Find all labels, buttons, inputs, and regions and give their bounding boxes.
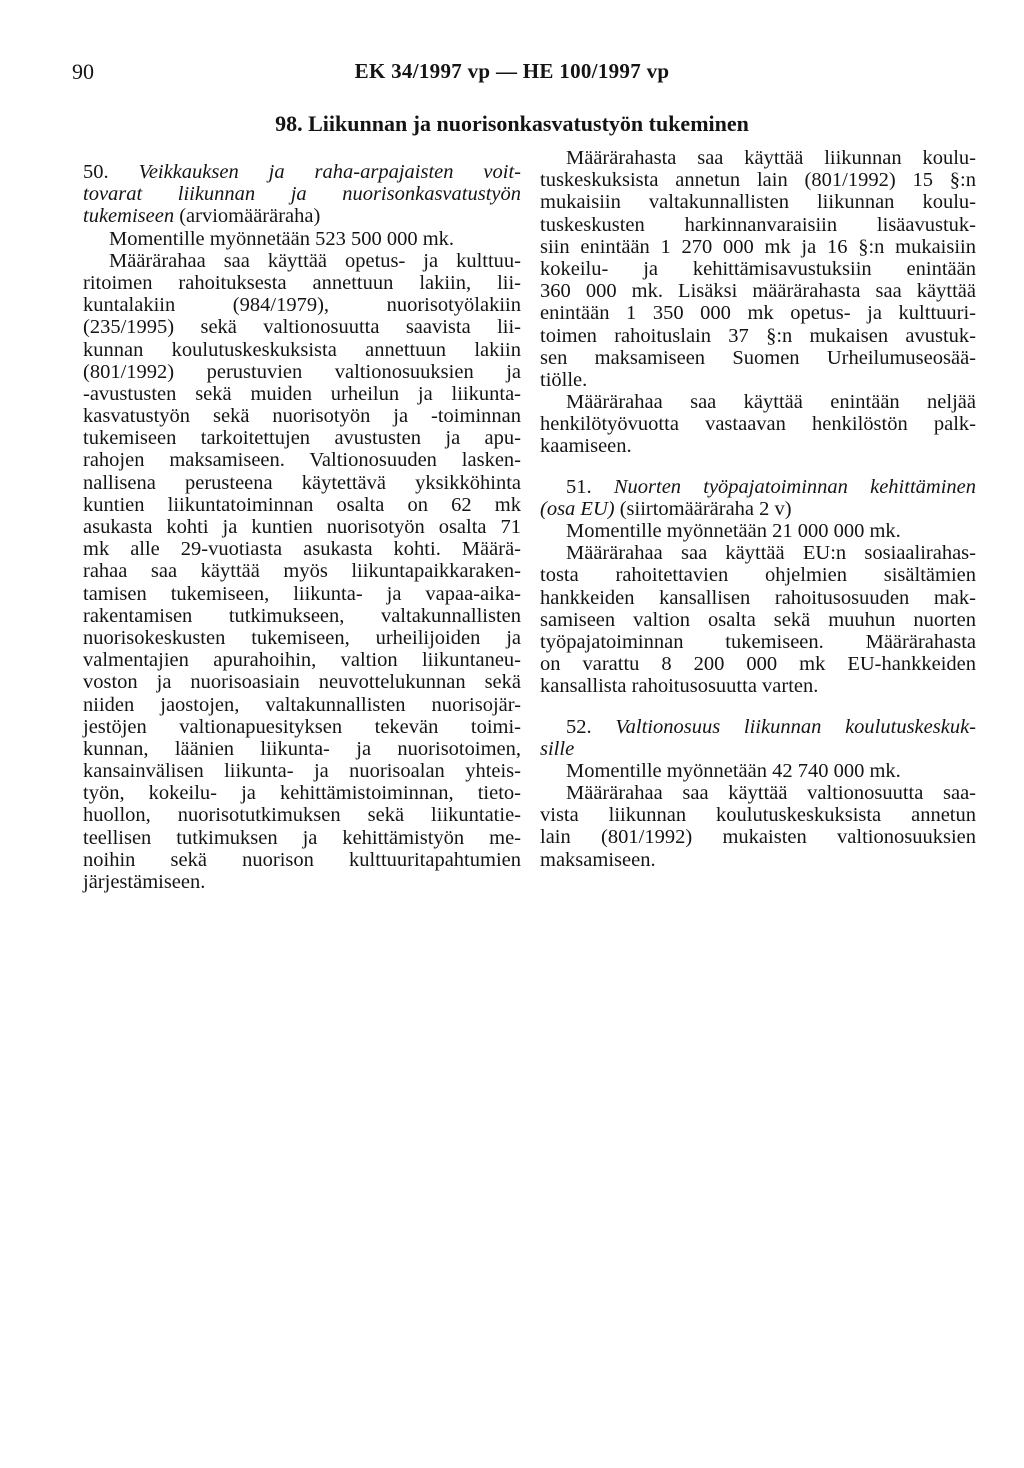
text-run: tiölle. <box>540 368 588 391</box>
page-number: 90 <box>72 59 94 84</box>
text-run: Määrärahaa saa käyttää opetus- ja kulttuu- <box>109 249 521 272</box>
text-line <box>540 302 976 324</box>
text-run: tuskeskuksista annetun lain (801/1992) 15 §:n <box>540 169 976 192</box>
text-line <box>540 325 976 347</box>
text-run: kuntien liikuntatoiminnan osalta on 62 mk <box>83 493 521 516</box>
text-run: Momentille myönnetään 523 500 000 mk. <box>109 227 455 250</box>
paragraph-gap <box>540 698 976 716</box>
text-line <box>540 169 976 191</box>
text-run: Momentille myönnetään 21 000 000 mk. <box>566 520 901 542</box>
text-line <box>540 826 976 848</box>
text-line <box>83 383 521 405</box>
text-run: rakentamisen tutkimukseen, valtakunnallisten <box>83 604 521 627</box>
text-run: tosta rahoitettavien ohjelmien sisältämien <box>540 564 976 587</box>
text-line <box>83 272 521 294</box>
text-line <box>83 250 521 272</box>
text-line <box>540 280 976 302</box>
italic-text: Nuorten työpajatoiminnan kehittäminen <box>613 475 976 498</box>
italic-text: tukemiseen <box>83 205 175 228</box>
italic-text: Veikkauksen ja raha-arpajaisten voit- <box>138 161 521 183</box>
text-line <box>540 609 976 631</box>
text-run: tukemiseen tarkoitettujen avustusten ja apu- <box>83 427 521 450</box>
text-run: työpajatoiminnan tukemiseen. Määrärahasta <box>540 630 976 653</box>
text-line <box>83 228 521 250</box>
text-run: ritoimen rahoituksesta annettuun lakiin, lii- <box>83 271 521 294</box>
text-line <box>83 449 521 471</box>
text-line <box>83 716 521 738</box>
text-line <box>540 675 976 697</box>
text-line <box>83 849 521 871</box>
text-line <box>540 782 976 804</box>
text-run: Määrärahaa saa käyttää EU:n sosiaalirahas- <box>566 542 976 565</box>
text-run: on varattu 8 200 000 mk EU-hankkeiden <box>540 653 976 676</box>
text-run: huollon, nuorisotutkimuksen sekä liikuntatie- <box>83 804 521 827</box>
text-run: samiseen valtion osalta sekä muuhun nuorten <box>540 608 976 631</box>
text-run: jestöjen valtionapuesityksen tekevän toimi- <box>83 715 521 738</box>
text-line <box>83 316 521 338</box>
text-line <box>540 542 976 564</box>
text-line <box>540 716 976 738</box>
text-run: kunnan koulutuskeskuksista annettuun lakiin <box>83 338 521 361</box>
italic-text: sille <box>540 737 575 760</box>
text-run: nuorisokeskusten tukemiseen, urheilijoiden ja <box>83 626 521 649</box>
text-line <box>83 427 521 449</box>
right-column <box>540 147 976 871</box>
text-line <box>540 347 976 369</box>
text-run: kunnan, läänien liikunta- ja nuorisotoimen, <box>83 737 521 760</box>
text-line <box>540 476 976 498</box>
text-line <box>540 631 976 653</box>
text-line <box>540 435 976 457</box>
text-run: Määrärahaa saa käyttää enintään neljää <box>566 391 976 414</box>
text-run: järjestämiseen. <box>83 871 206 893</box>
text-run: Määrärahasta saa käyttää liikunnan koulu- <box>566 147 976 169</box>
italic-text: Valtionosuus liikunnan koulutuskeskuk- <box>615 715 976 738</box>
text-run: (801/1992) perustuvien valtionosuuksien ja <box>83 360 521 383</box>
text-run: vista liikunnan koulutuskeskuksista annetun <box>540 804 976 827</box>
text-line <box>540 391 976 413</box>
text-line <box>540 413 976 435</box>
text-run: valmentajien apurahoihin, valtion liikuntaneu- <box>83 649 521 672</box>
text-run: toimen rahoituslain 37 §:n mukaisen avustuk- <box>540 324 976 347</box>
text-run: maksamiseen. <box>540 848 656 871</box>
text-line <box>540 147 976 169</box>
text-run: niiden jaostojen, valtakunnallisten nuorisojär- <box>83 693 521 716</box>
paragraph-gap <box>540 458 976 476</box>
text-line <box>83 760 521 782</box>
text-line <box>83 161 521 183</box>
text-line <box>540 849 976 871</box>
text-line <box>83 671 521 693</box>
section-heading: 98. Liikunnan ja nuorisonkasvatustyön tukeminen <box>275 111 749 136</box>
text-line <box>540 258 976 280</box>
text-line <box>540 520 976 542</box>
text-run: noihin sekä nuorison kulttuuritapahtumien <box>83 848 521 871</box>
text-line <box>83 649 521 671</box>
text-line <box>83 738 521 760</box>
text-run: 52. <box>566 715 616 738</box>
text-run: sen maksamiseen Suomen Urheilumuseosää- <box>540 346 976 369</box>
italic-text: tovarat liikunnan ja nuorisonkasvatustyön <box>83 183 521 206</box>
text-run: (235/1995) sekä valtionosuutta saavista lii- <box>83 316 521 339</box>
text-line <box>83 405 521 427</box>
text-run: kansainvälisen liikunta- ja nuorisoalan yhteis- <box>83 760 521 783</box>
text-line <box>83 516 521 538</box>
text-run: (arviomääräraha) <box>174 205 321 228</box>
text-line <box>83 804 521 826</box>
text-run: asukasta kohti ja kuntien nuorisotyön osalta 71 <box>83 516 521 538</box>
text-run: työn, kokeilu- ja kehittämistoiminnan, tieto- <box>83 782 521 805</box>
text-run: kasvatustyön sekä nuorisotyön ja -toiminnan <box>83 405 521 428</box>
text-line <box>83 294 521 316</box>
text-run: tamisen tukemiseen, liikunta- ja vapaa-aika- <box>83 582 521 605</box>
text-line <box>83 583 521 605</box>
text-line <box>540 498 976 520</box>
text-line <box>83 183 521 205</box>
text-line <box>83 627 521 649</box>
running-head: EK 34/1997 vp — HE 100/1997 vp <box>354 59 670 83</box>
text-line <box>83 472 521 494</box>
text-line <box>83 694 521 716</box>
text-run: henkilötyövuotta vastaavan henkilöstön palk- <box>540 413 976 436</box>
text-line <box>83 560 521 582</box>
text-run: kansallista rahoitusosuutta varten. <box>540 675 819 698</box>
text-line <box>540 804 976 826</box>
text-line <box>83 827 521 849</box>
text-line <box>83 361 521 383</box>
text-run: lain (801/1992) mukaisten valtionosuuksien <box>540 826 976 849</box>
text-run: teellisen tutkimuksen ja kehittämistyön me- <box>83 826 521 849</box>
text-run: (siirtomääräraha 2 v) <box>614 497 792 520</box>
text-run: nallisena perusteena käytettävä yksikköhinta <box>83 471 521 494</box>
text-line <box>83 494 521 516</box>
text-run: Määrärahaa saa käyttää valtionosuutta saa- <box>566 782 976 805</box>
text-line <box>540 369 976 391</box>
left-column <box>83 161 521 893</box>
text-run: 51. <box>566 475 614 498</box>
text-run: kokeilu- ja kehittämisavustuksiin enintään <box>540 257 976 280</box>
text-line <box>83 605 521 627</box>
text-line <box>540 653 976 675</box>
text-run: kaamiseen. <box>540 435 632 458</box>
text-line <box>83 782 521 804</box>
text-line <box>540 214 976 236</box>
text-line <box>83 205 521 227</box>
text-line <box>540 564 976 586</box>
text-run: 50. <box>83 161 139 183</box>
text-line <box>540 587 976 609</box>
text-run: voston ja nuorisoasiain neuvottelukunnan sekä <box>83 671 521 694</box>
text-run: tuskeskusten harkinnanvaraisiin lisäavustuk- <box>540 213 976 236</box>
text-run: enintään 1 350 000 mk opetus- ja kulttuuri- <box>540 302 976 325</box>
text-run: siin enintään 1 270 000 mk ja 16 §:n mukaisiin <box>540 235 976 258</box>
text-line <box>83 339 521 361</box>
text-run: rahojen maksamiseen. Valtionosuuden lasken- <box>83 449 521 472</box>
text-run: mk alle 29-vuotiasta asukasta kohti. Määrä- <box>83 538 521 561</box>
text-run: rahaa saa käyttää myös liikuntapaikkaraken- <box>83 560 521 583</box>
text-run: 360 000 mk. Lisäksi määrärahasta saa käyttää <box>540 280 976 303</box>
italic-text: (osa EU) <box>540 497 615 520</box>
text-line <box>540 760 976 782</box>
text-run: -avustusten sekä muiden urheilun ja liikunta- <box>83 382 521 405</box>
text-line <box>83 538 521 560</box>
text-line <box>540 236 976 258</box>
text-line <box>540 191 976 213</box>
text-run: hankkeiden kansallisen rahoitusosuuden mak- <box>540 586 976 609</box>
text-run: kuntalakiin (984/1979), nuorisotyölakiin <box>83 294 521 317</box>
text-run: Momentille myönnetään 42 740 000 mk. <box>566 759 901 782</box>
text-run: mukaisiin valtakunnallisten liikunnan koulu- <box>540 191 976 214</box>
text-line <box>83 871 521 893</box>
text-line <box>540 738 976 760</box>
